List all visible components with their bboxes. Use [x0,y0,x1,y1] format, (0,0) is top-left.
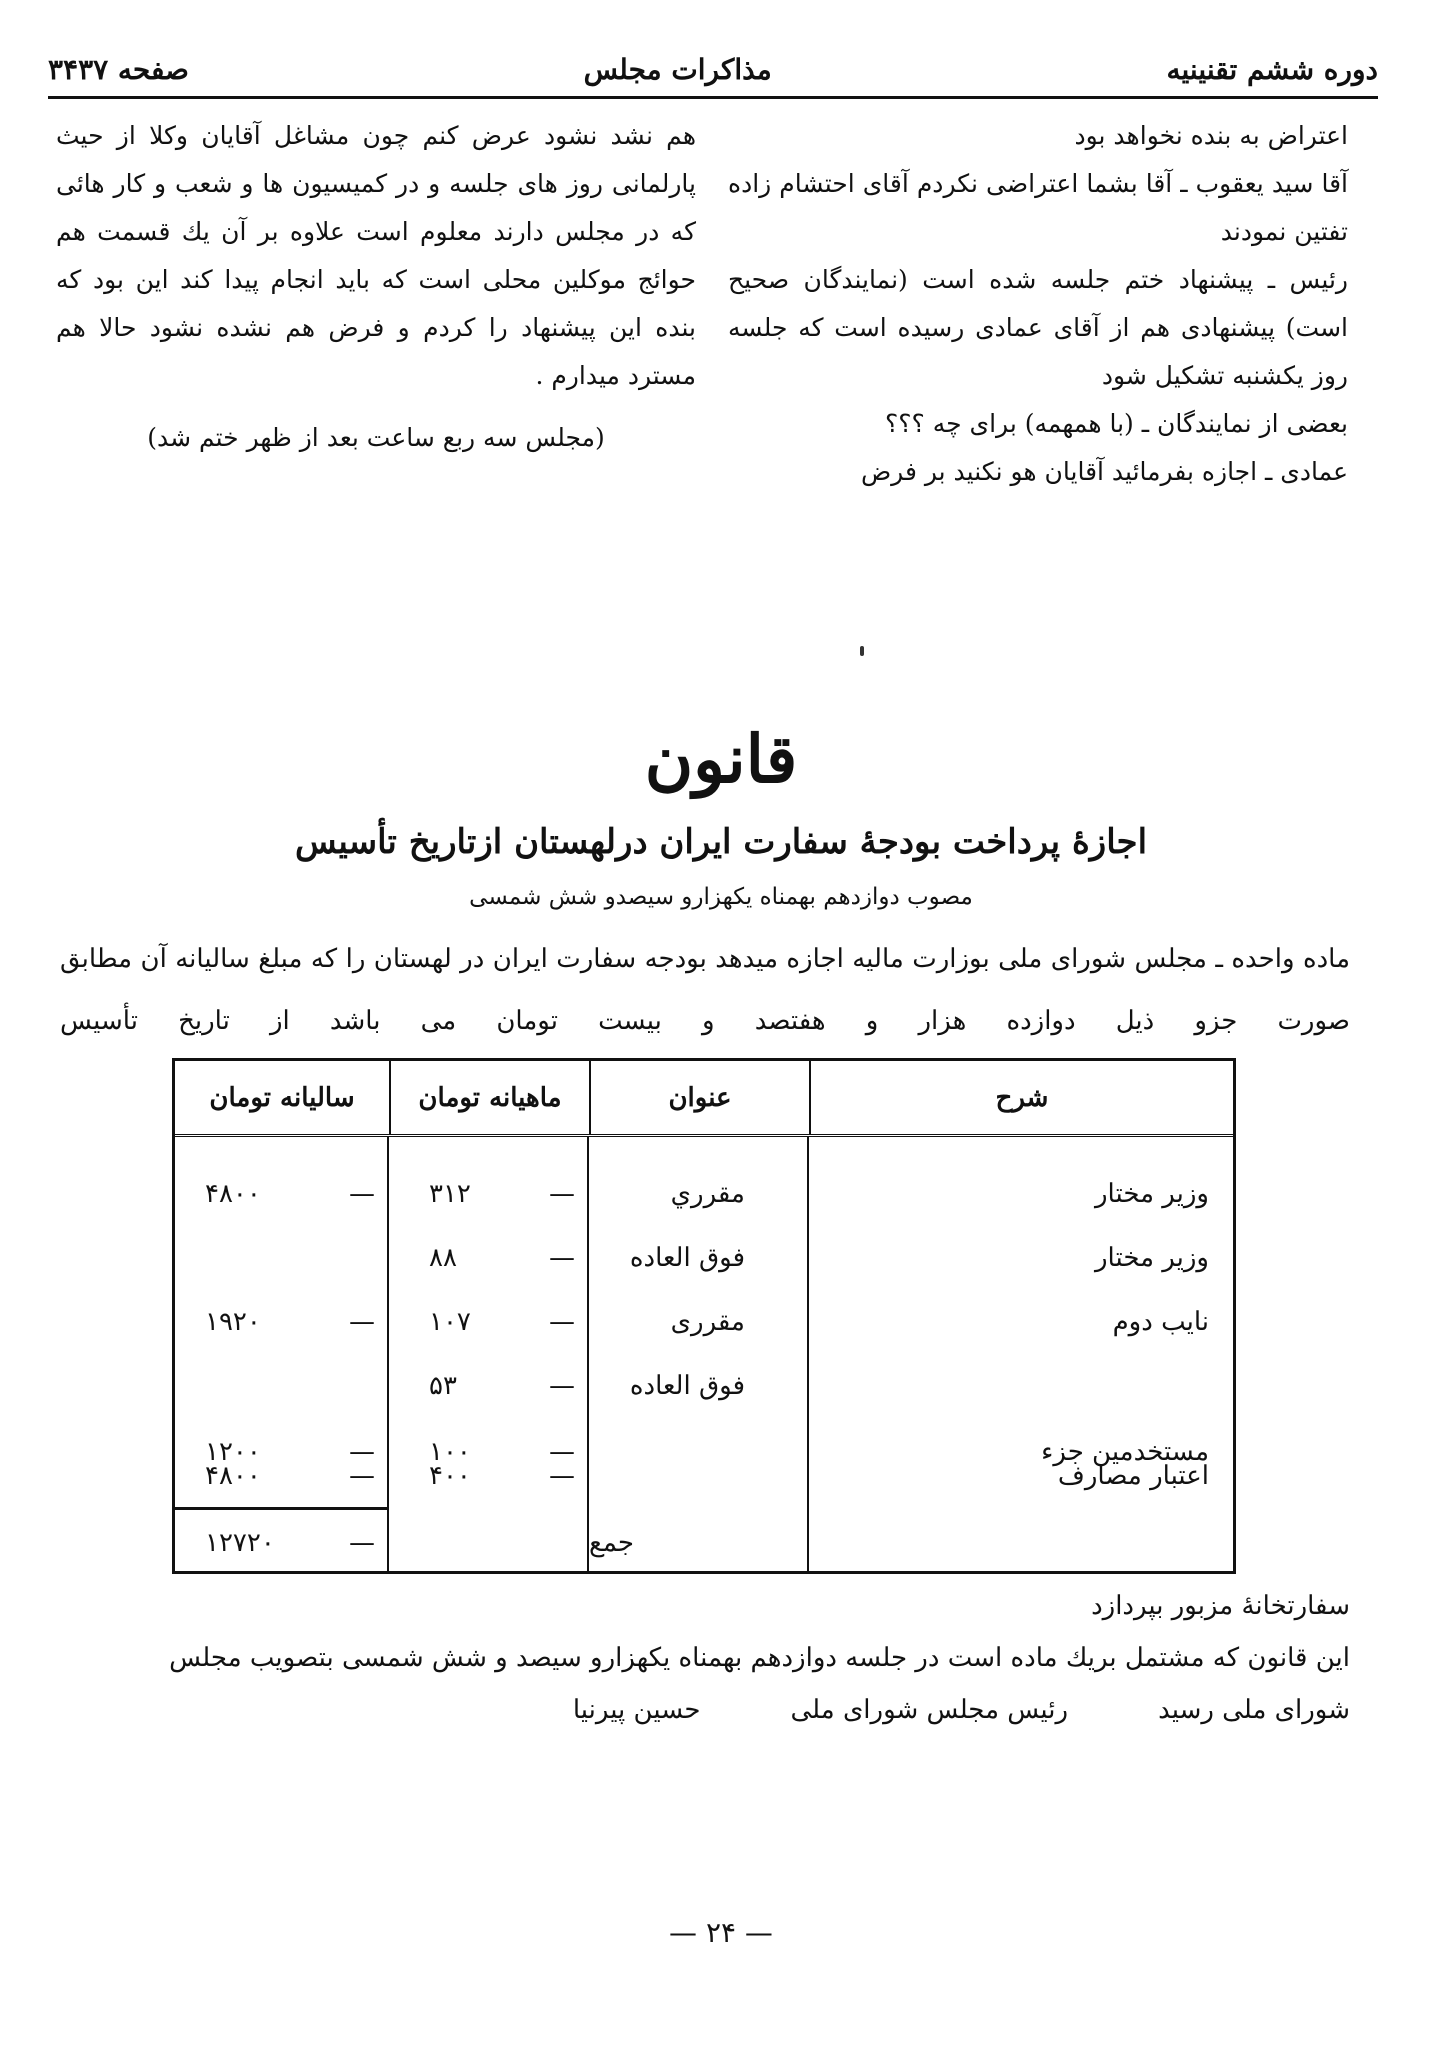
cell-title: مقرری [670,1307,745,1337]
yearly-value: ۴۸۰۰ [205,1461,261,1491]
signature-title: رئیس مجلس شورای ملی [790,1695,1069,1725]
law-subtitle: اجازهٔ پرداخت بودجهٔ سفارت ایران درلهستان ازتاریخ تأسیس [294,822,1148,862]
yearly-value: ۱۲۰۰ [205,1437,261,1467]
column-header-yearly: سالیانه تومان [209,1082,355,1113]
cell-monthly [389,1289,589,1355]
cell-monthly [389,1511,589,1575]
signature-name: حسین پیرنیا [572,1695,701,1725]
total-value: ۱۲۷۲۰ [205,1528,275,1558]
dash-mark: — [549,1461,575,1491]
column-header-description: شرح [809,1061,1233,1134]
cell-description [809,1353,1233,1419]
paragraph: سفارتخانهٔ مزبور بپردازد [1091,1591,1350,1621]
cell-monthly [389,1225,589,1291]
column-header-monthly: ماهیانه تومان [389,1061,589,1134]
left-column [56,112,696,462]
yearly-value: ۴۸۰۰ [205,1179,261,1209]
header-divider [48,96,1378,99]
header-page-number: صفحه ۳۴۳۷ [48,52,189,86]
cell-description: نایب دوم [1112,1307,1209,1337]
dash-mark: — [349,1179,375,1209]
law-title: قانون [644,720,798,798]
header-session: دوره ششم تقنینیه [1166,52,1378,86]
table-row [175,1443,1233,1509]
monthly-value: ۸۸ [429,1243,457,1273]
law-article: ماده واحده ـ مجلس شورای ملی بوزارت مالیه اجازه میدهد بودجه سفارت ایران در لهستان را که مبلغ سالیانه آن مطابق صورت جزو ذیل دوازده هزار و هفتصد و بیست تومان می باشد از تاریخ تأسیس [60,944,1350,1036]
total-label: جمع [589,1528,634,1558]
monthly-value: ۱۰۷ [429,1307,471,1337]
signature-line [60,1684,1350,1736]
table-header [175,1061,1233,1137]
cell-description: وزیر مختار [1095,1243,1209,1273]
cell-description: وزیر مختار [1095,1179,1209,1209]
monthly-value: ۱۰۰ [429,1437,471,1467]
approval-text: شورای ملی رسید [1158,1695,1350,1725]
cell-monthly [389,1353,589,1419]
cell-monthly [389,1161,589,1227]
session-closing-note: (مجلس سه ربع ساعت بعد از ظهر ختم شد) [147,423,605,452]
paragraph: رئیس ـ پیشنهاد ختم جلسه شده است (نمایندگان صحیح است) پیشنهادی هم از آقای عمادی رسیده است که جلسه روز یکشنبه تشکیل شود [728,265,1348,390]
paragraph: اعتراض به بنده نخواهد بود [1074,121,1348,150]
dash-mark: — [349,1528,375,1558]
page-header [48,46,1378,92]
total-row [175,1511,1233,1575]
law-approval-date: مصوب دوازدهم بهمناه یکهزارو سیصدو شش شمسی [469,884,973,910]
cell-monthly [389,1443,589,1509]
paragraph: هم نشد نشود عرض کنم چون مشاغل آقایان وکلا از حیث پارلمانی روز های جلسه و در کمیسیون ها و شعب و کار هائی که در مجلس دارند معلوم است علاوه بر آن یك قسمت هم حوائج موکلین محلی است که باید انجام پیدا کند این بود که بنده این پیشنهاد را کردم و فرض هم نشده نشود حالا هم مسترد میدارم . [56,121,696,390]
cell-yearly [175,1161,389,1227]
yearly-value: ۱۹۲۰ [205,1307,261,1337]
cell-title: فوق العاده [629,1243,745,1273]
page-footer-number: — ۲۴ — [669,1916,773,1949]
monthly-value: ۴۰۰ [429,1461,471,1491]
dash-mark: — [349,1461,375,1491]
paragraph: این قانون که مشتمل بریك ماده است در جلسه دوازدهم بهمناه یکهزارو سیصد و شش شمسی بتصویب مجلس [169,1643,1350,1673]
cell-description [809,1511,1233,1575]
print-speck [860,646,864,656]
dash-mark: — [549,1437,575,1467]
cell-yearly-total [175,1511,389,1575]
right-column [728,112,1348,496]
dash-mark: — [549,1307,575,1337]
header-title: مذاکرات مجلس [583,52,772,86]
monthly-value: ۳۱۲ [429,1179,471,1209]
column-header-title: عنوان [589,1061,809,1134]
cell-description: مستخدمین جزء [1041,1437,1209,1467]
cell-yearly [175,1289,389,1355]
cell-title [589,1443,809,1509]
cell-title: مقرري [670,1179,745,1209]
paragraph: آقا سید یعقوب ـ آقا بشما اعتراضی نکردم آقای احتشام زاده تفتین نمودند [728,169,1348,246]
paragraph: عمادی ـ اجازه بفرمائید آقایان هو نکنید بر فرض [860,457,1348,486]
paragraph: بعضی از نمایندگان ـ (با همهمه) برای چه ؟؟؟ [884,409,1348,438]
dash-mark: — [549,1371,575,1401]
budget-table [172,1058,1236,1574]
cell-description: اعتبار مصارف [1057,1461,1209,1491]
law-closing-text [60,1580,1350,1736]
total-divider [175,1507,389,1510]
dash-mark: — [549,1243,575,1273]
cell-title: فوق العاده [629,1371,745,1401]
dash-mark: — [349,1307,375,1337]
monthly-value: ۵۳ [429,1371,457,1401]
dash-mark: — [549,1179,575,1209]
cell-yearly [175,1443,389,1509]
dash-mark: — [349,1437,375,1467]
